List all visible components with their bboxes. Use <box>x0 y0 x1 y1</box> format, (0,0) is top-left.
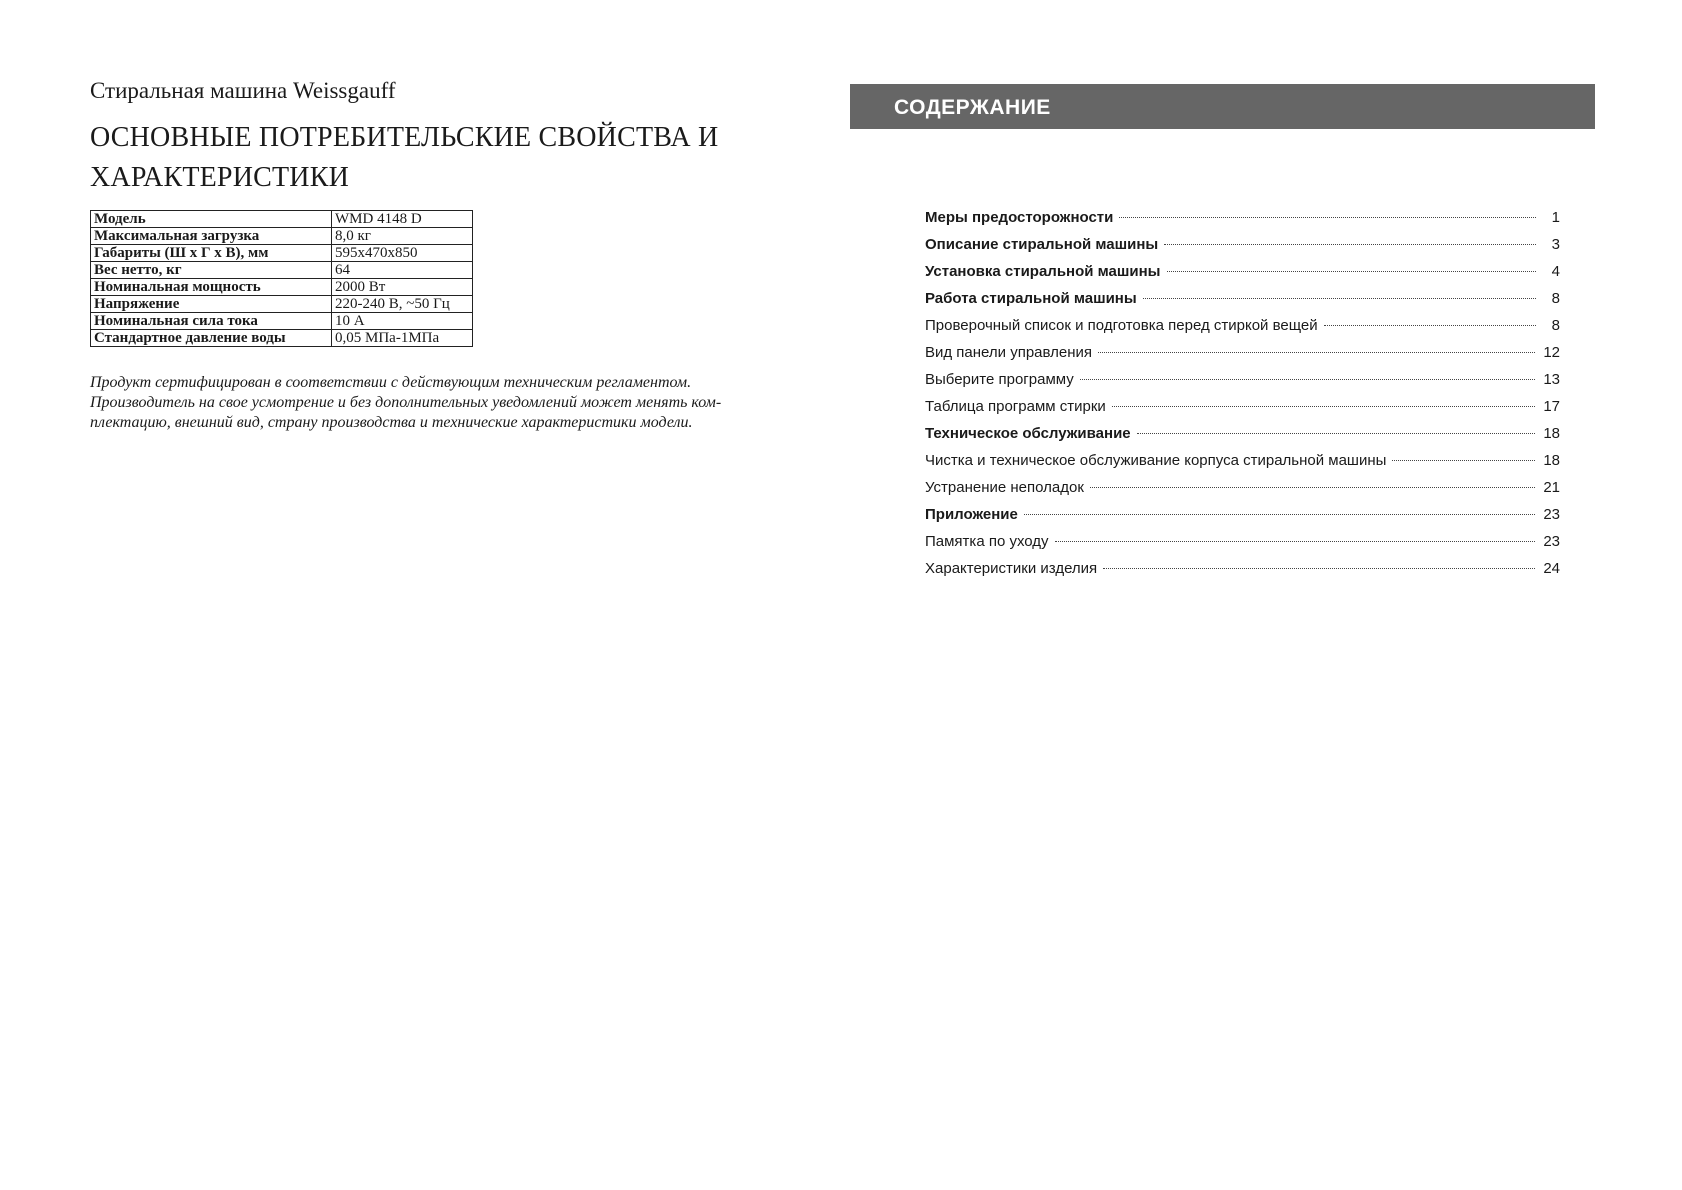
table-row <box>91 296 473 313</box>
toc-page-number: 21 <box>1543 479 1560 496</box>
toc-leader <box>1119 217 1536 218</box>
toc-page-number: 8 <box>1551 317 1560 334</box>
note-line: плектацию, внешний вид, страну производства и технические характеристики модели. <box>90 414 693 431</box>
toc-item[interactable] <box>925 344 1560 371</box>
toc-label: Работа стиральной машины <box>925 290 1137 307</box>
toc-leader <box>1098 352 1535 353</box>
toc-item[interactable] <box>925 506 1560 533</box>
toc-label: Устранение неполадок <box>925 479 1084 496</box>
table-row <box>91 279 473 296</box>
toc-page-number: 13 <box>1543 371 1560 388</box>
toc-label: Чистка и техническое обслуживание корпуса стиральной машины <box>925 452 1387 469</box>
toc-leader <box>1164 244 1536 245</box>
toc-item[interactable] <box>925 533 1560 560</box>
toc-leader <box>1090 487 1535 488</box>
toc-leader <box>1080 379 1536 380</box>
toc-item[interactable] <box>925 317 1560 344</box>
toc-item[interactable] <box>925 209 1560 236</box>
toc-leader <box>1103 568 1535 569</box>
certification-note <box>90 373 780 433</box>
table-row <box>91 245 473 262</box>
specs-table <box>90 210 473 347</box>
spec-value: 64 <box>332 262 473 279</box>
toc-item[interactable] <box>925 398 1560 425</box>
toc-page-number: 23 <box>1543 506 1560 523</box>
product-subtitle: Стиральная машина Weissgauff <box>90 78 396 103</box>
toc-label: Техническое обслуживание <box>925 425 1131 442</box>
toc-page-number: 18 <box>1543 425 1560 442</box>
spec-label: Вес нетто, кг <box>91 262 332 279</box>
toc-header: СОДЕРЖАНИЕ <box>850 84 1595 129</box>
toc-label: Описание стиральной машины <box>925 236 1159 253</box>
toc-page-number: 1 <box>1551 209 1560 226</box>
toc-label: Установка стиральной машины <box>925 263 1161 280</box>
toc-leader <box>1167 271 1537 272</box>
spec-label: Максимальная загрузка <box>91 228 332 245</box>
toc-leader <box>1324 325 1536 326</box>
note-line: Продукт сертифицирован в соответствии с действующим техническим регламентом. <box>90 374 692 391</box>
toc-label: Вид панели управления <box>925 344 1093 361</box>
toc-item[interactable] <box>925 236 1560 263</box>
toc-item[interactable] <box>925 452 1560 479</box>
toc-leader <box>1024 514 1535 515</box>
toc-label: Проверочный список и подготовка перед стиркой вещей <box>925 317 1318 334</box>
spec-label: Номинальная мощность <box>91 279 332 296</box>
spec-value: WMD 4148 D <box>332 211 473 228</box>
toc-item[interactable] <box>925 479 1560 506</box>
toc-page-number: 24 <box>1543 560 1560 577</box>
table-row <box>91 313 473 330</box>
table-row <box>91 211 473 228</box>
spec-value: 220-240 В, ~50 Гц <box>332 296 473 313</box>
spec-value: 595x470x850 <box>332 245 473 262</box>
toc-item[interactable] <box>925 290 1560 317</box>
left-page <box>90 78 790 433</box>
spec-label: Модель <box>91 211 332 228</box>
spec-label: Напряжение <box>91 296 332 313</box>
table-row <box>91 262 473 279</box>
toc-page-number: 3 <box>1551 236 1560 253</box>
title-line-2: ХАРАКТЕРИСТИКИ <box>90 162 350 193</box>
spec-value: 8,0 кг <box>332 228 473 245</box>
title-line-1: ОСНОВНЫЕ ПОТРЕБИТЕЛЬСКИЕ СВОЙСТВА И <box>90 122 719 153</box>
toc-label: Таблица программ стирки <box>925 398 1106 415</box>
toc-item[interactable] <box>925 425 1560 452</box>
toc-page-number: 12 <box>1543 344 1560 361</box>
spec-value: 10 А <box>332 313 473 330</box>
toc-page-number: 18 <box>1543 452 1560 469</box>
toc-leader <box>1112 406 1536 407</box>
toc-leader <box>1055 541 1536 542</box>
toc-item[interactable] <box>925 560 1560 587</box>
spec-label: Габариты (Ш х Г х В), мм <box>91 245 332 262</box>
page-title <box>90 118 790 198</box>
toc-item[interactable] <box>925 371 1560 398</box>
toc-item[interactable] <box>925 263 1560 290</box>
table-of-contents <box>925 209 1560 587</box>
toc-label: Выберите программу <box>925 371 1074 388</box>
note-line: Производитель на свое усмотрение и без дополнительных уведомлений может менять ком- <box>90 394 722 411</box>
table-row <box>91 330 473 347</box>
toc-leader <box>1392 460 1535 461</box>
right-page <box>850 84 1595 587</box>
toc-page-number: 23 <box>1543 533 1560 550</box>
toc-label: Меры предосторожности <box>925 209 1114 226</box>
toc-leader <box>1137 433 1536 434</box>
toc-page-number: 17 <box>1543 398 1560 415</box>
spec-value: 0,05 МПа-1МПа <box>332 330 473 347</box>
toc-leader <box>1143 298 1536 299</box>
toc-page-number: 8 <box>1551 290 1560 307</box>
toc-label: Памятка по уходу <box>925 533 1049 550</box>
spec-label: Стандартное давление воды <box>91 330 332 347</box>
table-row <box>91 228 473 245</box>
spec-label: Номинальная сила тока <box>91 313 332 330</box>
toc-label: Приложение <box>925 506 1018 523</box>
spec-value: 2000 Вт <box>332 279 473 296</box>
toc-page-number: 4 <box>1551 263 1560 280</box>
toc-label: Характеристики изделия <box>925 560 1098 577</box>
